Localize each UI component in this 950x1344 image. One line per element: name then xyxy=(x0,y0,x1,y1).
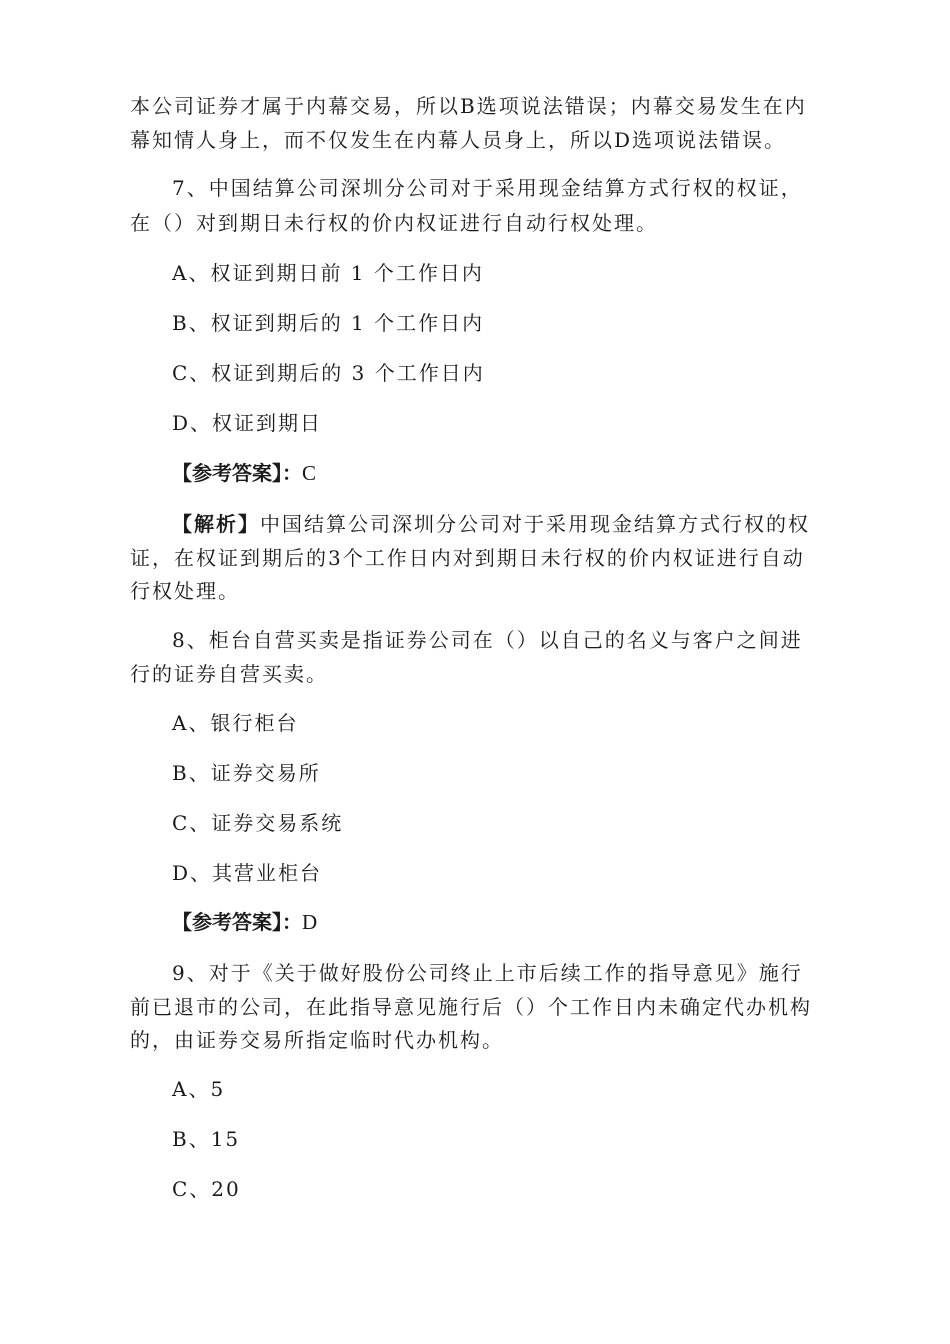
q8-stem-line-1: 8、柜台自营买卖是指证券公司在（）以自己的名义与客户之间进 xyxy=(172,628,803,652)
q7-answer xyxy=(172,459,316,487)
q8-option-c: C、证券交易系统 xyxy=(172,811,344,835)
q7-option-d: D、权证到期日 xyxy=(172,411,323,435)
q9-stem-line-1: 9、对于《关于做好股份公司终止上市后续工作的指导意见》施行 xyxy=(172,961,803,985)
q8-stem-line-2: 行的证券自营买卖。 xyxy=(130,662,328,686)
q7-analysis-line-2: 证，在权证到期后的3个工作日内对到期日未行权的价内权证进行自动 xyxy=(130,546,805,570)
q7-stem-line-2: 在（）对到期日未行权的价内权证进行自动行权处理。 xyxy=(130,211,658,235)
q9-option-c: C、20 xyxy=(172,1177,241,1201)
q9-option-b: B、15 xyxy=(172,1127,241,1151)
q8-option-d: D、其营业柜台 xyxy=(172,861,323,885)
q8-answer-value: D xyxy=(302,910,318,934)
q8-answer-label: 【参考答案】： xyxy=(172,910,302,934)
q7-analysis-head: 【解析】 xyxy=(172,512,260,536)
q7-option-b: B、权证到期后的 1 个工作日内 xyxy=(172,311,485,335)
q8-answer xyxy=(172,908,317,936)
q9-stem-line-3: 的，由证券交易所指定临时代办机构。 xyxy=(130,1028,504,1052)
q8-option-b: B、证券交易所 xyxy=(172,761,321,785)
intro-line-1: 本公司证券才属于内幕交易，所以B选项说法错误；内幕交易发生在内 xyxy=(130,94,807,118)
q8-option-a: A、银行柜台 xyxy=(172,711,299,735)
intro-line-2: 幕知情人身上，而不仅发生在内幕人员身上，所以D选项说法错误。 xyxy=(130,128,787,152)
q7-analysis-line-1 xyxy=(172,510,810,538)
q7-analysis-line-3: 行权处理。 xyxy=(130,579,240,603)
q7-option-a: A、权证到期日前 1 个工作日内 xyxy=(172,261,484,285)
q7-analysis-text-1: 中国结算公司深圳分公司对于采用现金结算方式行权的权 xyxy=(260,512,810,536)
q7-answer-label: 【参考答案】： xyxy=(172,461,302,485)
q7-option-c: C、权证到期后的 3 个工作日内 xyxy=(172,361,485,385)
q9-option-a: A、5 xyxy=(172,1077,226,1101)
q7-stem-line-1: 7、中国结算公司深圳分公司对于采用现金结算方式行权的权证， xyxy=(172,176,803,200)
q9-stem-line-2: 前已退市的公司，在此指导意见施行后（）个工作日内未确定代办机构 xyxy=(130,995,812,1019)
q7-answer-value: C xyxy=(302,461,317,485)
